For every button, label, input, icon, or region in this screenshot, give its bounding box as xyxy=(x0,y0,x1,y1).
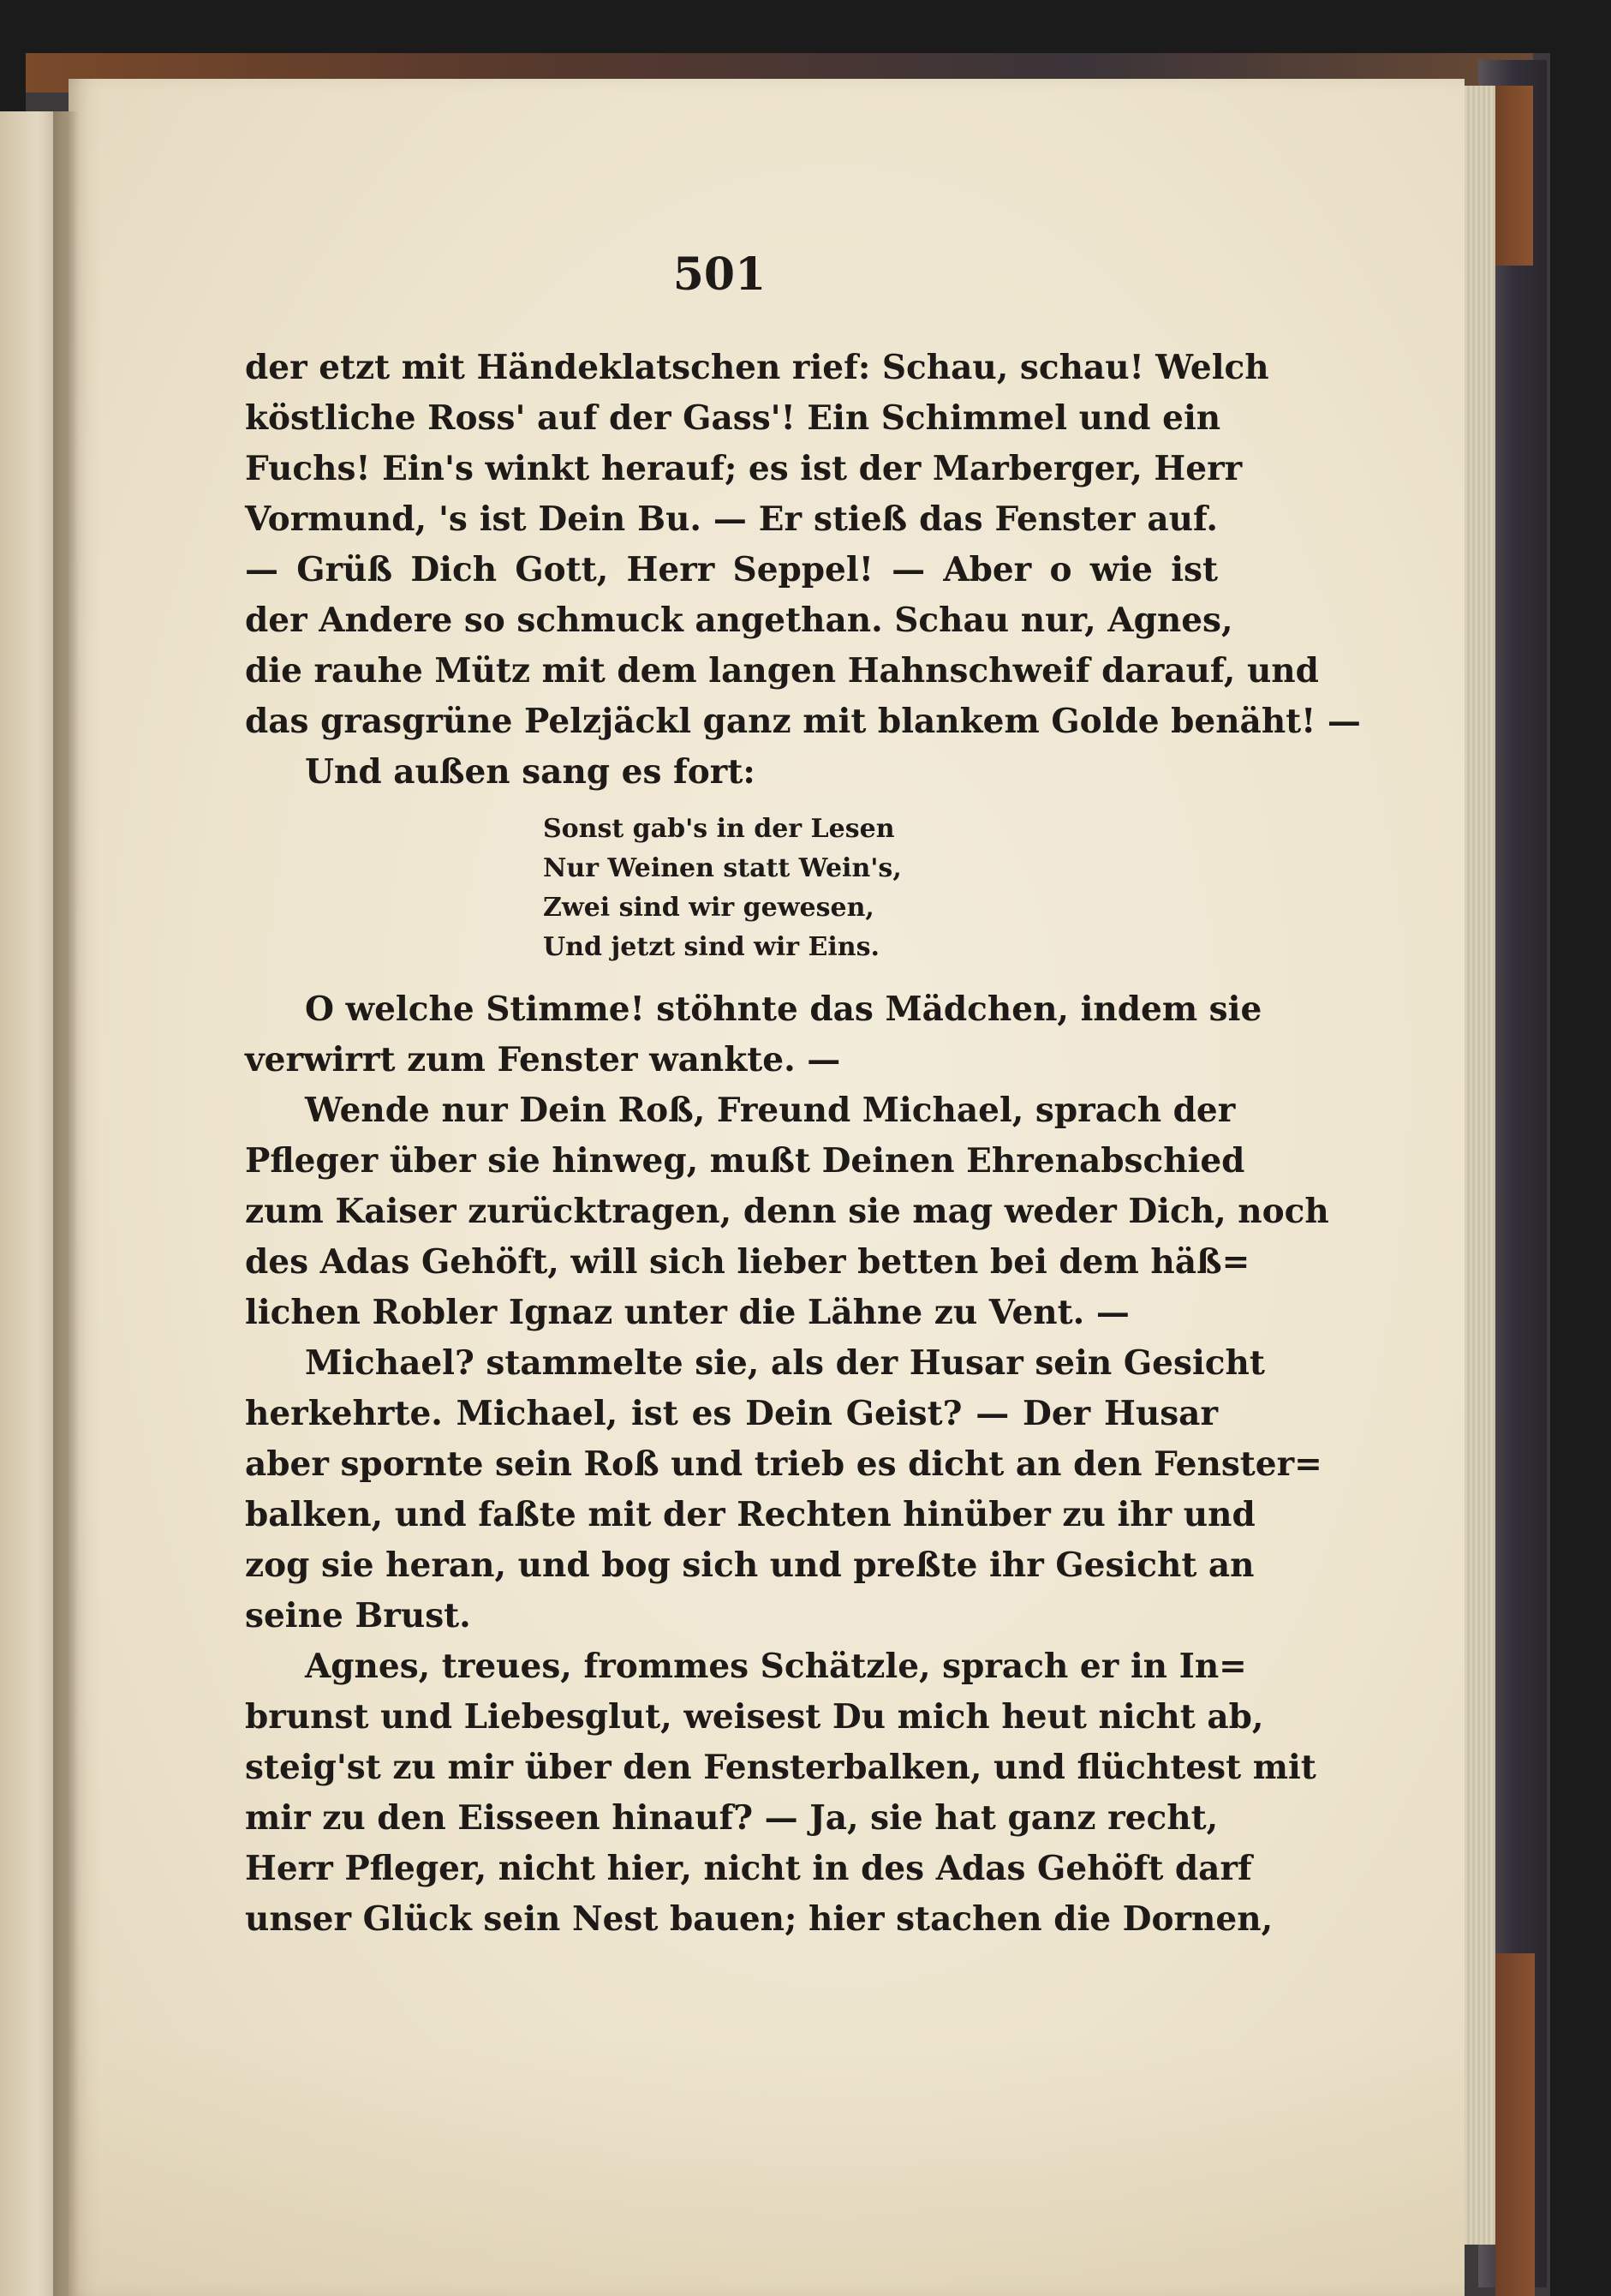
text-line: brunst und Liebesglut, weisest Du mich heut nicht ab, xyxy=(245,1697,1264,1737)
text-line: Wende nur Dein Roß, Freund Michael, sprach der xyxy=(305,1091,1236,1130)
cover-leather-corner-bottom xyxy=(1495,1953,1535,2296)
text-line: Herr Pfleger, nicht hier, nicht in des Adas Gehöft darf xyxy=(245,1849,1252,1888)
text-line: das grasgrüne Pelzjäckl ganz mit blankem Golde benäht! — xyxy=(245,702,1361,741)
verse xyxy=(245,810,1218,967)
text-line: Pfleger über sie hinweg, mußt Deinen Ehrenabschied xyxy=(245,1141,1245,1181)
text-line: der Andere so schmuck angethan. Schau nur, Agnes, xyxy=(245,601,1233,640)
text-line: Agnes, treues, frommes Schätzle, sprach er in In= xyxy=(305,1647,1247,1686)
text-line: Vormund, 's ist Dein Bu. — Er stieß das Fenster auf. xyxy=(245,499,1218,539)
text-line: steig'st zu mir über den Fensterbalken, und flüchtest mit xyxy=(245,1748,1316,1787)
text-line: zog sie heran, und bog sich und preßte ihr Gesicht an xyxy=(245,1546,1255,1585)
text-line: Fuchs! Ein's winkt herauf; es ist der Marberger, Herr xyxy=(245,449,1243,488)
text-line: die rauhe Mütz mit dem langen Hahnschweif darauf, und xyxy=(245,651,1319,691)
page-text xyxy=(245,343,1361,1945)
cover-leather-corner-top xyxy=(1490,86,1533,266)
gutter-shadow xyxy=(53,111,79,2296)
verse-line: Nur Weinen statt Wein's, xyxy=(543,853,902,883)
text-line: mir zu den Eisseen hinauf? — Ja, sie hat ganz recht, xyxy=(245,1798,1219,1838)
page-foxing xyxy=(69,2039,1465,2296)
paragraph xyxy=(245,343,1361,747)
text-line: zum Kaiser zurücktragen, denn sie mag weder Dich, noch xyxy=(245,1192,1329,1231)
text-line: des Adas Gehöft, will sich lieber betten bei dem häß= xyxy=(245,1242,1250,1282)
verse-line: Zwei sind wir gewesen, xyxy=(543,893,874,923)
text-line: — Grüß Dich Gott, Herr Seppel! — Aber o wie ist xyxy=(245,550,1218,589)
text-line: O welche Stimme! stöhnte das Mädchen, indem sie xyxy=(305,990,1262,1029)
text-line: der etzt mit Händeklatschen rief: Schau, schau! Welch xyxy=(245,348,1269,387)
page-number: 501 xyxy=(672,248,767,301)
paragraph xyxy=(245,1085,1329,1338)
verse-line: Und jetzt sind wir Eins. xyxy=(543,932,880,962)
verse-line: Sonst gab's in der Lesen xyxy=(543,814,895,844)
text-line: unser Glück sein Nest bauen; hier stachen die Dornen, xyxy=(245,1899,1274,1939)
text-line: balken, und faßte mit der Rechten hinüber zu ihr und xyxy=(245,1495,1256,1534)
text-line: verwirrt zum Fenster wankte. — xyxy=(245,1040,841,1079)
paragraph xyxy=(245,1338,1322,1641)
paragraph xyxy=(245,747,1218,798)
text-line: lichen Robler Ignaz unter die Lähne zu Vent. — xyxy=(245,1293,1130,1332)
text-line: köstliche Ross' auf der Gass'! Ein Schimmel und ein xyxy=(245,398,1221,438)
text-line: Und außen sang es fort: xyxy=(305,752,755,792)
paragraph xyxy=(245,984,1262,1085)
text-line: Michael? stammelte sie, als der Husar sein Gesicht xyxy=(305,1343,1265,1383)
paragraph xyxy=(245,1641,1316,1945)
text-line: aber spornte sein Roß und trieb es dicht an den Fenster= xyxy=(245,1444,1322,1484)
text-line: herkehrte. Michael, ist es Dein Geist? — Der Husar xyxy=(245,1394,1218,1433)
text-line: seine Brust. xyxy=(245,1596,471,1635)
